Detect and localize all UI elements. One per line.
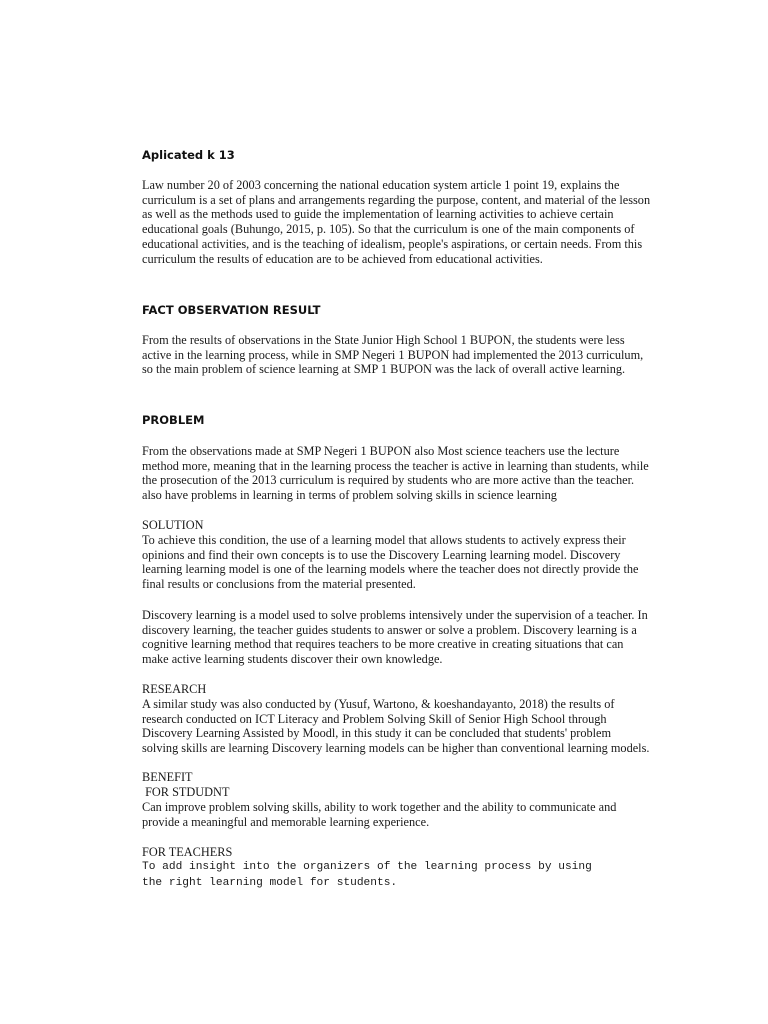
- benefit-heading: BENEFIT: [142, 770, 193, 784]
- research-paragraph: [142, 697, 664, 756]
- solution-heading: SOLUTION: [142, 518, 204, 532]
- discovery-learning-paragraph: [142, 608, 664, 667]
- fact-observation-paragraph: [142, 333, 664, 377]
- text-line: educational activities, and is the teaching of idealism, people's aspirations, or certain needs. From this: [142, 236, 643, 251]
- text-line: final results or conclusions from the material presented.: [142, 577, 416, 592]
- text-line: solving skills are learning Discovery learning models can be higher than conventional learning models.: [142, 741, 650, 756]
- for-students-heading: FOR STDUDNT: [142, 785, 230, 799]
- for-students-paragraph: [142, 800, 664, 829]
- for-teachers-paragraph: [142, 860, 592, 891]
- text-line: so the main problem of science learning at SMP 1 BUPON was the lack of overall active learning.: [142, 362, 626, 377]
- research-heading: RESEARCH: [142, 682, 207, 696]
- text-line: discovery learning, the teacher guides students to answer or solve a problem. Discovery learning is a: [142, 622, 637, 637]
- text-line: To achieve this condition, the use of a learning model that allows students to actively express their: [142, 533, 626, 547]
- text-line: To add insight into the organizers of the learning process by using: [142, 861, 592, 873]
- text-line: active in the learning process, while in SMP Negeri 1 BUPON had implemented the 2013 curriculum,: [142, 347, 644, 362]
- text-line: Law number 20 of 2003 concerning the national education system article 1 point 19, explains the: [142, 178, 620, 192]
- text-line: provide a meaningful and memorable learning experience.: [142, 814, 430, 829]
- text-line: the right learning model for students.: [142, 876, 398, 889]
- text-line: A similar study was also conducted by (Yusuf, Wartono, & koeshandayanto, 2018) the results of: [142, 697, 615, 711]
- for-teachers-heading: FOR TEACHERS: [142, 845, 233, 859]
- text-line: curriculum is a set of plans and arrangements regarding the purpose, content, and material of the lesson: [142, 192, 651, 207]
- text-line: From the observations made at SMP Negeri 1 BUPON also Most science teachers use the lecture: [142, 444, 620, 458]
- text-line: cognitive learning method that requires teachers to be more creative in creating situations that can: [142, 637, 624, 652]
- problem-heading: PROBLEM: [142, 413, 205, 427]
- text-line: Discovery Learning Assisted by Moodl, in this study it can be concluded that students' problem: [142, 726, 612, 741]
- text-line: opinions and find their own concepts is to use the Discovery Learning learning model. Discovery: [142, 547, 621, 562]
- text-line: method more, meaning that in the learning process the teacher is active in learning than students, while: [142, 458, 649, 473]
- fact-observation-heading: FACT OBSERVATION RESULT: [142, 303, 321, 317]
- text-line: make active learning students discover their own knowledge.: [142, 652, 443, 667]
- text-line: Can improve problem solving skills, ability to work together and the ability to communicate and: [142, 800, 617, 814]
- intro-paragraph: [142, 178, 664, 266]
- text-line: the prosecution of the 2013 curriculum is required by students who are more active than the teacher.: [142, 473, 635, 488]
- text-line: From the results of observations in the State Junior High School 1 BUPON, the students were less: [142, 333, 625, 347]
- text-line: educational goals (Buhungo, 2015, p. 105). So that the curriculum is one of the main components of: [142, 222, 635, 237]
- text-line: as well as the methods used to guide the implementation of learning activities to achieve certain: [142, 207, 614, 222]
- text-line: Discovery learning is a model used to solve problems intensively under the supervision of a teacher. In: [142, 608, 648, 622]
- problem-paragraph: [142, 444, 664, 503]
- document-title: Aplicated k 13: [142, 148, 235, 162]
- text-line: learning learning model is one of the learning models where the teacher does not directly provide the: [142, 562, 639, 577]
- text-line: curriculum the results of education are to be achieved from educational activities.: [142, 251, 543, 266]
- text-line: also have problems in learning in terms of problem solving skills in science learning: [142, 488, 557, 503]
- text-line: research conducted on ICT Literacy and Problem Solving Skill of Senior High School through: [142, 711, 607, 726]
- solution-paragraph: [142, 533, 664, 592]
